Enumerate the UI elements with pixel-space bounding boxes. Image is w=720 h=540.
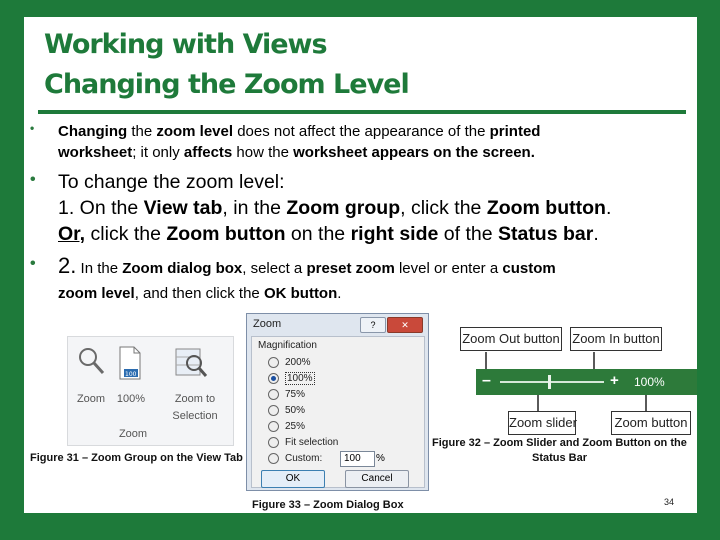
text-run: Changing [58,123,128,140]
text-run: , and then click the [134,285,264,302]
text-run: Zoom button [486,197,606,219]
bullet-1-text [58,121,678,163]
text-run: how the [232,144,294,161]
svg-text:100: 100 [125,371,137,378]
radio-selected-icon [268,373,279,384]
text-run: ; it only [132,144,184,161]
text-run: Zoom [122,260,164,277]
option-label: 200% [285,357,311,369]
bullet-marker-2: • [30,171,36,188]
option-label: 75% [285,389,306,401]
text-run: In the [76,260,123,277]
text-run: . [605,197,612,219]
text-run: right side [350,223,439,245]
text-run: does not affect the appearance of the [233,123,490,140]
text-run: OK button [263,285,338,302]
text-run: zoom level [156,123,234,140]
option-label: 25% [285,421,306,433]
dialog-body [251,336,425,488]
figure-32-caption-line-2: Status Bar [532,452,588,464]
figure-31-caption: Figure 31 – Zoom Group on the View Tab [30,452,243,464]
text-run: printed [489,123,541,140]
radio-icon [268,357,279,368]
option-label: 100% [287,373,313,385]
dialog-title: Zoom [253,318,282,330]
radio-icon [268,437,279,448]
option-75[interactable] [268,389,305,400]
help-button[interactable]: ? [360,317,386,333]
slide-title-line-1: Working with Views [44,29,327,60]
text-run: . [337,285,342,302]
custom-zoom-input[interactable]: 100 [340,451,375,467]
text-run: click the [85,223,167,245]
radio-icon [268,421,279,432]
text-run: zoom level [58,285,135,302]
text-run: level or enter a [394,260,503,277]
figure-32-caption-line-1: Figure 32 – Zoom Slider and Zoom Button on the [432,437,687,449]
option-label: Fit selection [285,437,339,449]
zoom-to-label-2: Selection [172,410,218,422]
text-run: Zoom button [166,223,286,245]
bullet-3-text [58,253,688,306]
option-200[interactable] [268,357,311,368]
zoom-100-label: 100% [116,393,146,405]
text-run: To change the zoom level: [58,171,285,193]
radio-icon [268,453,279,464]
zoom-button-callout: Zoom button [611,411,691,435]
text-run: . [593,223,599,245]
zoom-in-button[interactable]: + [610,372,619,389]
text-run: worksheet [58,144,133,161]
step-number: 2. [58,253,77,278]
text-run: on the [285,223,351,245]
option-custom[interactable] [268,453,322,464]
figure-33-caption: Figure 33 – Zoom Dialog Box [252,499,404,511]
text-run: affects [183,144,233,161]
zoom-out-button[interactable]: – [482,372,491,389]
option-label: Custom: [285,453,323,465]
text-run: Or, [58,223,86,245]
bullet-marker-1: • [30,121,35,135]
option-25[interactable] [268,421,305,432]
option-50[interactable] [268,405,305,416]
zoom-out-button-label: Zoom Out button [460,327,562,351]
text-run: Zoom group [286,197,401,219]
title-divider [38,110,686,114]
option-fit-selection[interactable] [268,437,338,448]
text-run: dialog box [163,260,243,277]
page-number: 34 [664,497,675,507]
radio-icon [268,405,279,416]
text-run: , select a [242,260,307,277]
zoom-group-label: Zoom [118,428,148,440]
figure-31-zoom-group [67,336,234,446]
option-100[interactable] [268,373,315,384]
page-100-icon [116,345,146,385]
slide [24,17,697,513]
bullet-2-text [58,169,697,247]
zoom-ribbon-button[interactable] [74,343,108,413]
magnifier-icon [76,345,106,377]
cancel-button[interactable]: Cancel [345,470,409,488]
option-label: 50% [285,405,306,417]
zoom-slider-label: Zoom slider [508,411,576,435]
ok-button[interactable]: OK [261,470,325,488]
zoom-dialog [246,313,429,491]
zoom-in-button-label: Zoom In button [570,327,662,351]
zoom-button-label: Zoom [76,393,106,405]
text-run: , click the [400,197,487,219]
zoom-to-selection-icon [174,345,210,381]
text-run: the [127,123,157,140]
text-run: , in the [222,197,287,219]
zoom-slider-thumb[interactable] [548,375,551,389]
slide-title-line-2: Changing the Zoom Level [44,69,409,100]
radio-icon [268,389,279,400]
zoom-to-label-1: Zoom to [174,393,216,405]
status-bar-strip [476,369,697,395]
zoom-slider-track[interactable] [500,381,604,383]
text-run: Status bar [497,223,594,245]
bullet-marker-3: • [30,255,36,272]
text-run: preset zoom [306,260,395,277]
percent-label: % [376,453,385,464]
text-run: of the [438,223,498,245]
zoom-to-selection-button[interactable] [160,343,230,429]
zoom-level-button[interactable]: 100% [634,375,665,389]
text-run: View tab [143,197,223,219]
text-run: 1. On the [58,197,144,219]
close-button[interactable]: ✕ [387,317,423,333]
zoom-100-button[interactable] [114,343,148,413]
text-run: worksheet appears on the screen. [293,144,535,161]
text-run: custom [502,260,556,277]
magnification-heading: Magnification [258,340,317,351]
